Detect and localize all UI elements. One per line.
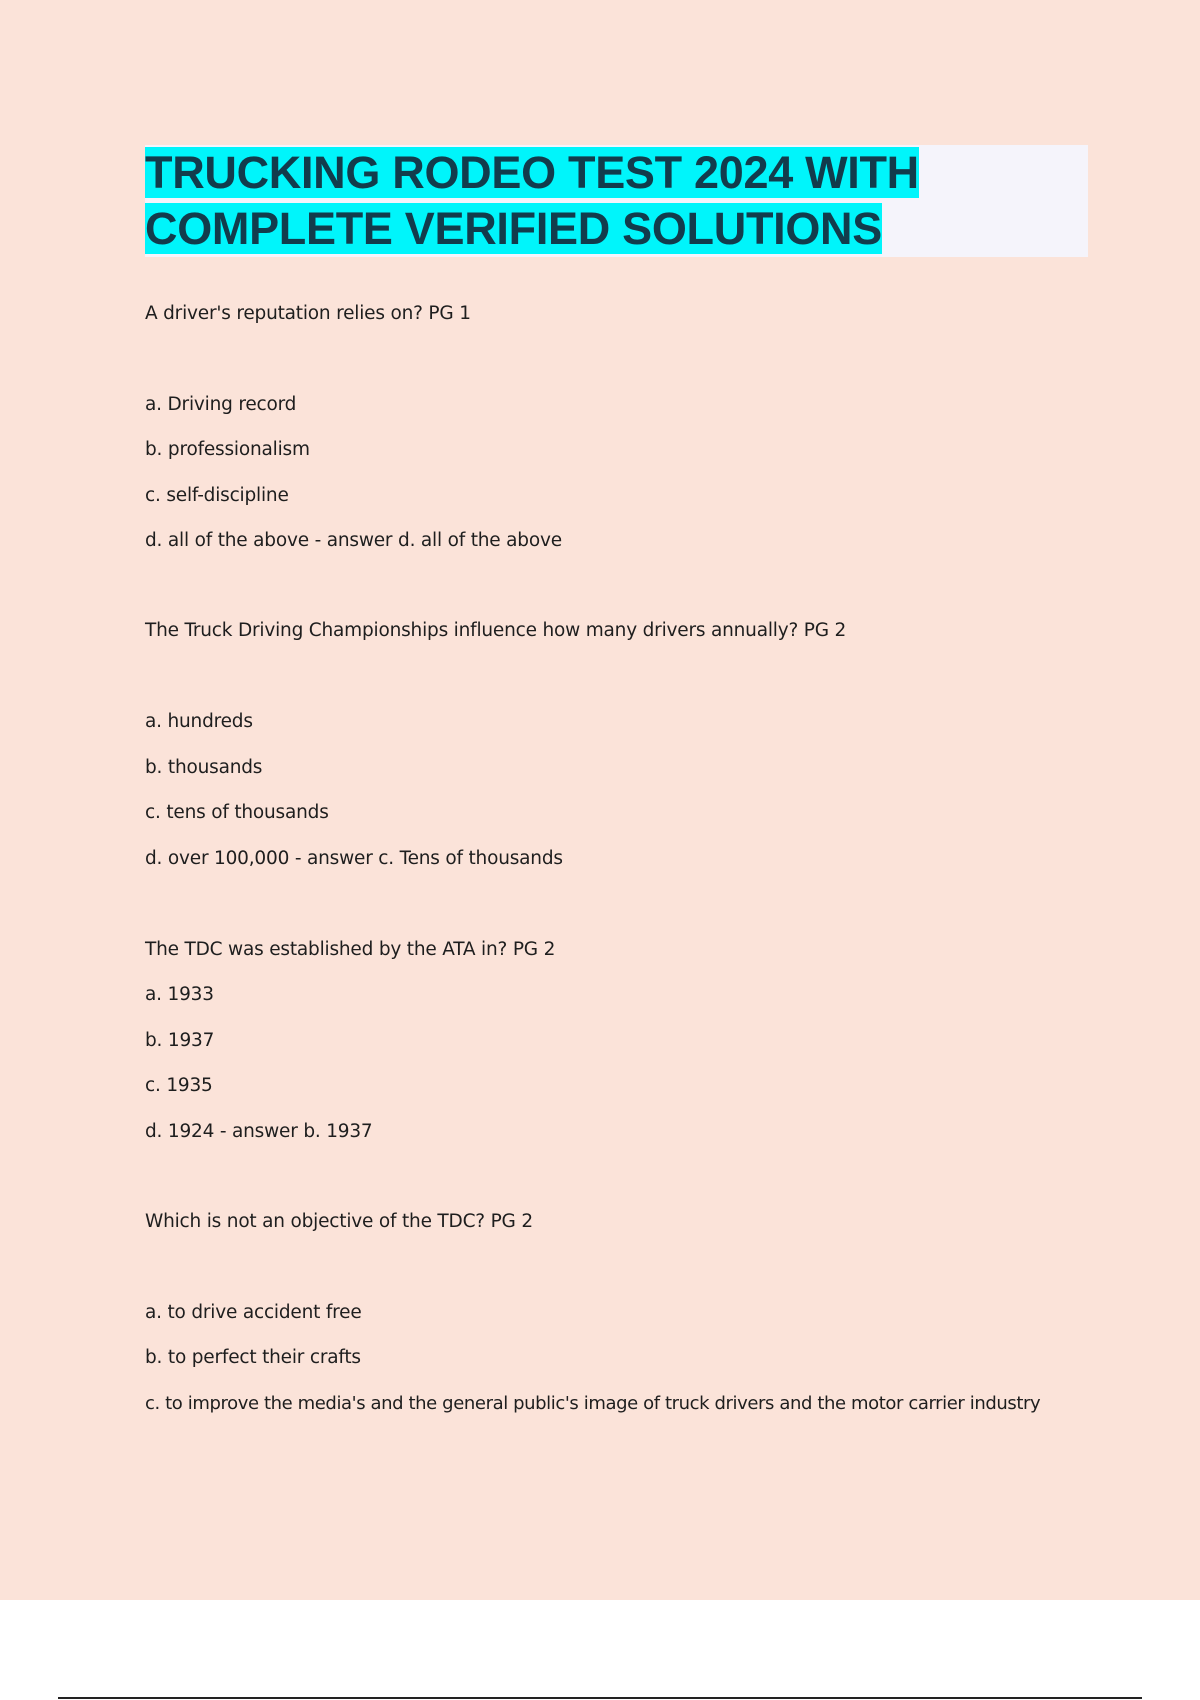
document-title bbox=[145, 145, 1088, 257]
question-3-text: The TDC was established by the ATA in? PG 2 bbox=[145, 939, 556, 960]
question-4-option-c: c. to improve the media's and the general public's image of truck drivers and the motor carrier industry bbox=[145, 1393, 1041, 1414]
question-2-option-b: b. thousands bbox=[145, 757, 263, 778]
question-3-option-c: c. 1935 bbox=[145, 1075, 213, 1096]
title-line-1: TRUCKING RODEO TEST 2024 WITH bbox=[145, 147, 919, 198]
question-1-text: A driver's reputation relies on? PG 1 bbox=[145, 303, 471, 324]
question-3-option-d: d. 1924 - answer b. 1937 bbox=[145, 1121, 373, 1142]
question-2-option-a: a. hundreds bbox=[145, 711, 253, 732]
question-3-option-b: b. 1937 bbox=[145, 1030, 215, 1051]
question-1-option-c: c. self-discipline bbox=[145, 485, 289, 506]
question-4-text: Which is not an objective of the TDC? PG 2 bbox=[145, 1211, 533, 1232]
footer-divider bbox=[58, 1697, 1142, 1699]
question-3-option-a: a. 1933 bbox=[145, 984, 214, 1005]
question-4-option-a: a. to drive accident free bbox=[145, 1302, 362, 1323]
title-line-2: COMPLETE VERIFIED SOLUTIONS bbox=[145, 203, 882, 254]
question-1-option-a: a. Driving record bbox=[145, 394, 297, 415]
question-2-option-d: d. over 100,000 - answer c. Tens of thousands bbox=[145, 848, 563, 869]
question-1-option-b: b. professionalism bbox=[145, 439, 310, 460]
question-2-text: The Truck Driving Championships influence how many drivers annually? PG 2 bbox=[145, 620, 847, 641]
question-4-option-b: b. to perfect their crafts bbox=[145, 1347, 361, 1368]
question-1-option-d: d. all of the above - answer d. all of the above bbox=[145, 530, 562, 551]
question-2-option-c: c. tens of thousands bbox=[145, 802, 329, 823]
